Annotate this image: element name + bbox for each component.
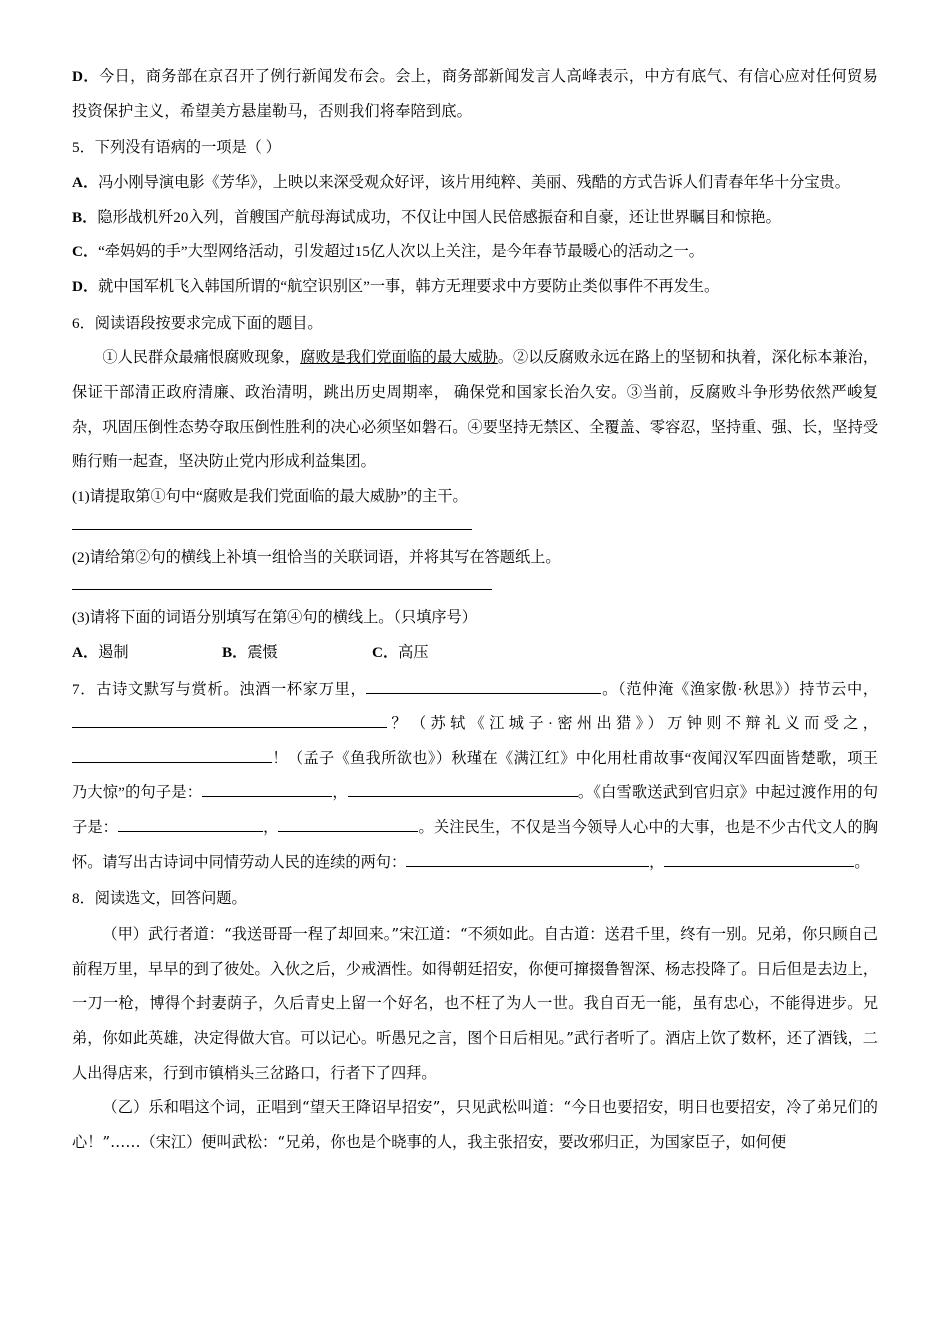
q7-part-3: ？（苏轼《江城子·密州出猎》）万钟则不辩礼义而受之， [387, 715, 878, 733]
sub-3-text: 请将下面的词语分别填写在第④句的横线上。（只填序号） [89, 609, 477, 627]
q7-blank-2b[interactable] [192, 727, 387, 728]
option-d-text: 今日，商务部在京召开了例行新闻发布会。会上，商务部新闻发言人高峰表示，中方有底气、有信心应对任何贸易投资保护主义，希望美方悬崖勒马，否则我们将奉陪到底。 [72, 68, 878, 120]
q7-part-1: 古诗文默写与赏析。浊酒一杯家万里， [96, 680, 367, 698]
question-6-passage [72, 341, 878, 480]
q7-part-9: ， [649, 853, 665, 871]
question-6-sub-2 [72, 541, 878, 576]
question-5-stem [72, 131, 878, 166]
q7-blank-9[interactable] [524, 866, 649, 867]
q7-blank-8[interactable] [406, 866, 524, 867]
word-option-b [222, 636, 372, 671]
option-b-text: 隐形战机歼20入列，首艘国产航母海试成功，不仅让中国人民倍感振奋和自豪，还让世界瞩目和惊艳。 [97, 208, 781, 226]
question-7 [72, 673, 878, 881]
q7-blank-6[interactable] [118, 831, 263, 832]
option-c-text: “牵妈妈的手”大型网络活动，引发超过15亿人次以上关注，是今年春节最暖心的活动之一。 [98, 243, 704, 261]
sub-2-label: (2) [72, 548, 90, 566]
question-6-sub-1 [72, 480, 878, 515]
q7-part-2: 。（范仲淹《渔家傲·秋思》）持节云中， [601, 680, 879, 698]
question-6-number: 6． [72, 314, 95, 332]
option-d2-text: 就中国军机飞入韩国所谓的“航空识别区”一事，韩方无理要求中方要防止类似事件不再发生。 [98, 277, 720, 295]
question-8-number: 8． [72, 890, 95, 908]
option-d2-label: D． [72, 277, 99, 295]
sub-1-label: (1) [72, 487, 90, 505]
passage-part-1: ①人民群众最痛恨腐败现象， [102, 349, 301, 367]
answer-rule-1[interactable] [72, 515, 472, 530]
option-d-label: D． [72, 68, 99, 85]
option-a-text: 冯小刚导演电影《芳华》，上映以来深受观众好评，该片用纯粹、美丽、残酷的方式告诉人们青春年华十分宝贵。 [98, 173, 850, 191]
question-4-option-d [72, 60, 878, 129]
question-6 [72, 307, 878, 671]
question-5-option-c [72, 235, 878, 270]
q7-blank-10[interactable] [664, 866, 854, 867]
word-option-b-text: 震慑 [247, 643, 278, 661]
q7-blank-1[interactable] [366, 693, 601, 694]
word-option-c-label: C． [372, 643, 399, 661]
option-c-label: C． [72, 243, 99, 261]
word-option-b-label: B． [222, 643, 248, 661]
question-8-stem [72, 882, 878, 917]
question-5-stem-text: 下列没有语病的一项是（ ） [94, 139, 281, 157]
q7-blank-4[interactable] [202, 796, 332, 797]
question-6-stem-text: 阅读语段按要求完成下面的题目。 [94, 314, 323, 332]
q7-blank-3[interactable] [72, 762, 272, 763]
question-8 [72, 882, 878, 1159]
word-option-c [372, 636, 429, 671]
q7-blank-7[interactable] [278, 831, 418, 832]
q7-part-6: 。《白雪歌送武到官归京》中起过渡作用的句子是： [72, 784, 879, 837]
question-5-number: 5． [72, 139, 95, 157]
q7-blank-5[interactable] [348, 796, 578, 797]
q7-part-7: ， [262, 819, 279, 837]
q7-part-10: 。 [854, 853, 870, 871]
question-8-excerpt-jia: （甲）武行者道：“我送哥哥一程了却回来。”宋江道：“不须如此。自古道：送君千里，终有一别。兄弟，你只顾自己前程万里，早早的到了彼处。入伙之后，少戒酒性。如得朝廷招安，你便可撺掇鲁智深、杨志投降了。日后但是去边上，一刀一枪，博得个封妻荫子，久后青史上留一个好名，也不枉了为人一世。我自百无一能，虽有忠心，不能得进步。兄弟，你如此英雄，决定得做大官。可以记心。听愚兄之言，图个日后相见。”武行者听了。酒店上饮了数杯，还了酒钱，二人出得店来，行到市镇梢头三岔路口，行者下了四拜。 [72, 925, 878, 1082]
word-option-a-label: A． [72, 643, 99, 661]
question-6-stem [72, 307, 878, 342]
passage-underlined: 腐败是我们党面临的最大威胁 [300, 349, 498, 367]
option-d-row [72, 60, 878, 129]
question-5-option-d [72, 270, 878, 305]
q7-part-5: ， [332, 784, 348, 802]
question-5-option-b [72, 201, 878, 236]
word-option-c-text: 高压 [398, 643, 429, 661]
option-b-label: B． [72, 208, 98, 226]
question-6-sub-3 [72, 601, 878, 636]
q7-part-8: 。关注民生，不仅是当今领导人心中的大事，也是不少古代文人的胸怀。请写出古诗词中同情劳动人民的连续的两句： [72, 819, 879, 871]
question-5-option-a [72, 166, 878, 201]
answer-rule-2-row [72, 575, 878, 601]
word-option-a-text: 遏制 [98, 643, 129, 661]
question-5 [72, 131, 878, 304]
sub-1-text: 请提取第①句中“腐败是我们党面临的最大威胁”的主干。 [89, 487, 468, 505]
q7-blank-2[interactable] [72, 727, 192, 728]
sub-3-label: (3) [72, 609, 90, 627]
question-6-word-options [72, 636, 878, 671]
sub-2-text: 请给第②句的横线上补填一组恰当的关联词语，并将其写在答题纸上。 [89, 548, 561, 566]
q7-part-4: ！（孟子《鱼我所欲也》）秋瑾在《满江红》中化用杜甫故事“夜闻汉军四面皆楚歌，项王乃大惊”的句子是： [72, 749, 878, 802]
question-8-excerpt-yi: （乙）乐和唱这个词，正唱到“望天王降诏早招安”，只见武松叫道：“今日也要招安，明日也要招安，冷了弟兄们的心！”……（宋江）便叫武松：“兄弟，你也是个晓事的人，我主张招安，要改邪归正，为国家臣子，如何便 [72, 1098, 878, 1152]
question-7-body [72, 673, 878, 881]
passage-part-2: 。②以反腐败永远在路上的坚韧和执着，深化标本兼治，保证干部清正政府清廉、政治清明，跳出历史周期率， 确保党和国家长治久安。③当前，反腐败斗争形势依然严峻复杂，巩固压倒性态势夺取压倒性胜利的决心必须坚如磐石。④要坚持无禁区、全覆盖、零容忍，坚持重、强、长，坚持受贿行贿一起查，坚决防止党内形成利益集团。 [72, 349, 879, 471]
word-option-a [72, 636, 222, 671]
answer-rule-2[interactable] [72, 575, 492, 590]
answer-rule-1-row [72, 515, 878, 541]
question-8-stem-text: 阅读选文，回答问题。 [94, 890, 247, 908]
option-a-label: A． [72, 173, 99, 191]
question-7-number: 7． [72, 680, 97, 698]
